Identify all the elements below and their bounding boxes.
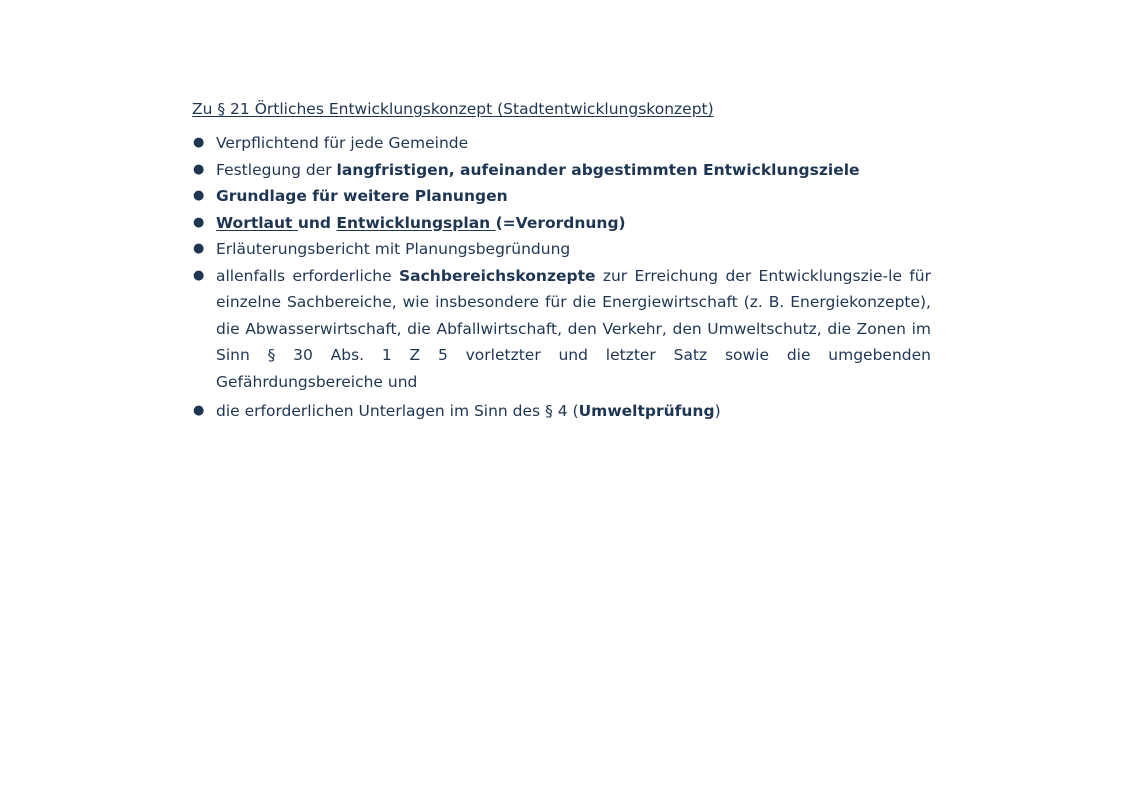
bullet-list <box>192 130 931 425</box>
item-text-continued: zur Erreichung der Entwicklungszie-le für einzelne Sachbereiche, wie insbesondere für die Energiewirtschaft (z. B. Energiekonzepte), die Abwasserwirtschaft, die Abfallwirtschaft, den Verkehr, den Umweltschutz, die Zonen im Sinn § 30 Abs. 1 Z 5 vorletzter und letzter Satz sowie die umgebenden Gefährdungsbereiche und <box>216 266 931 391</box>
bullet-icon: ● <box>193 403 205 418</box>
item-bold-text: Grundlage für weitere Planungen <box>216 187 508 205</box>
bullet-icon: ● <box>193 135 205 150</box>
item-text: die erforderlichen Unterlagen im Sinn des § 4 ( <box>216 402 579 420</box>
item-text-continued: ) <box>714 402 721 420</box>
list-item <box>192 210 931 237</box>
list-item <box>192 183 931 210</box>
list-item <box>192 157 931 184</box>
list-item <box>192 130 931 157</box>
item-bold-text: Sachbereichskonzepte <box>399 266 596 285</box>
item-bold-text: langfristigen, aufeinander abgestimmten Entwicklungsziele <box>336 160 860 179</box>
section-heading: Zu § 21 Örtliches Entwicklungskonzept (Stadtentwicklungskonzept) <box>192 100 714 118</box>
verordnung-text: (=Verordnung) <box>495 213 626 232</box>
bullet-icon: ● <box>193 161 205 177</box>
bullet-icon: ● <box>193 241 205 256</box>
bullet-icon: ● <box>193 188 205 203</box>
item-text: Festlegung der <box>216 160 337 179</box>
list-item <box>192 236 931 263</box>
item-text: Verpflichtend für jede Gemeinde <box>216 134 469 152</box>
bullet-icon: ● <box>193 267 205 283</box>
bullet-icon: ● <box>193 214 205 230</box>
entwicklungsplan-text: Entwicklungsplan <box>336 213 496 232</box>
item-text: allenfalls erforderliche <box>216 266 399 285</box>
item-bold-text: Umweltprüfung <box>578 402 715 420</box>
list-item <box>192 263 931 396</box>
item-text: Erläuterungsbericht mit Planungsbegründung <box>216 240 571 258</box>
wortlaut-text: Wortlaut <box>216 213 298 232</box>
list-item <box>192 398 931 425</box>
und-text: und <box>297 213 337 232</box>
document-page <box>192 98 931 425</box>
